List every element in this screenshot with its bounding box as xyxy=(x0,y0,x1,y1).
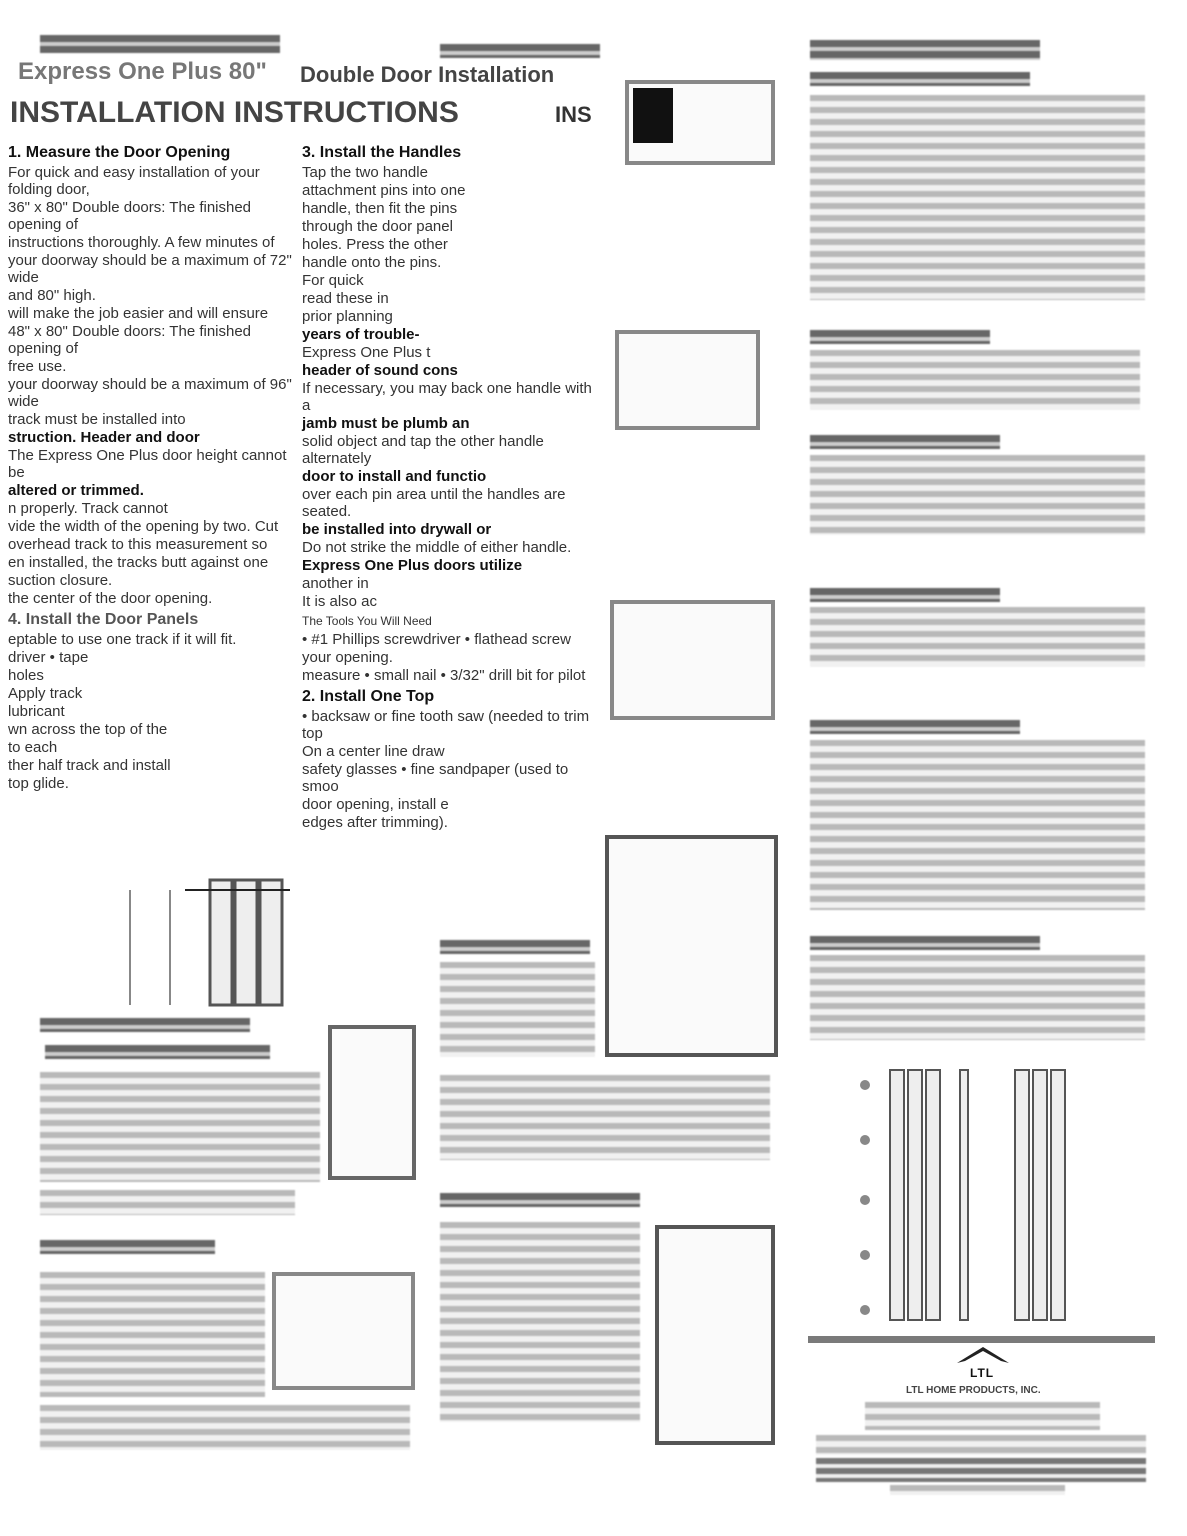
text-line: solid object and tap the other handle alternately xyxy=(302,433,544,467)
text-line: your doorway should be a maximum of 72" wide xyxy=(8,252,292,286)
text-line: Apply track xyxy=(8,685,83,702)
jamb-figure xyxy=(655,1225,775,1445)
blurred-paragraph xyxy=(810,455,1145,535)
text-line: to each xyxy=(8,739,58,756)
blurred-paragraph xyxy=(810,955,1145,1040)
text-line: For quick xyxy=(302,272,364,289)
left-text-column xyxy=(8,140,293,793)
handle-figure xyxy=(625,80,775,165)
text-line: door to install and functio xyxy=(302,468,487,485)
blurred-notice xyxy=(816,1458,1146,1482)
main-heading-fragment: INS xyxy=(555,102,592,127)
tools-heading: The Tools You Will Need xyxy=(302,614,432,628)
text-line: en installed, the tracks butt against one xyxy=(8,554,269,571)
text-line: altered or trimmed. xyxy=(8,482,144,499)
track-figure xyxy=(272,1272,415,1390)
blurred-heading xyxy=(40,1240,215,1254)
blurred-address xyxy=(865,1402,1100,1430)
blurred-heading xyxy=(810,720,1020,734)
text-line: attachment pins into one xyxy=(302,182,466,199)
text-line: • #1 Phillips screwdriver • flathead screw xyxy=(302,631,571,648)
blurred-heading xyxy=(810,72,1030,86)
text-line: eptable to use one track if it will fit. xyxy=(8,631,237,648)
blurred-paragraph xyxy=(40,1072,320,1182)
text-line: read these in xyxy=(302,290,389,307)
blurred-heading xyxy=(810,936,1040,950)
text-line: Do not strike the middle of either handle. xyxy=(302,539,572,556)
text-line: holes. Press the other xyxy=(302,236,448,253)
blurred-paragraph xyxy=(810,607,1145,667)
company-logo-text: LTL xyxy=(970,1366,995,1380)
text-line: 48" x 80" Double doors: The finished opening of xyxy=(8,323,252,357)
blurred-heading xyxy=(45,1045,270,1059)
blurred-heading xyxy=(810,588,1000,602)
blurred-heading xyxy=(810,40,1040,60)
step1-heading: 1. Measure the Door Opening xyxy=(8,144,231,161)
step2-heading: 2. Install One Top xyxy=(302,688,435,705)
blurred-heading xyxy=(440,940,590,954)
text-line: measure • small nail • 3/32" drill bit for pilot xyxy=(302,667,586,684)
blurred-heading xyxy=(440,44,600,58)
text-line: instructions thoroughly. A few minutes of xyxy=(8,234,275,251)
blurred-address xyxy=(816,1435,1146,1455)
text-line: will make the job easier and will ensure xyxy=(8,305,269,322)
blurred-paragraph xyxy=(810,740,1145,910)
text-line: n properly. Track cannot xyxy=(8,500,168,517)
text-line: lubricant xyxy=(8,703,65,720)
top-track-figure xyxy=(610,600,775,720)
blurred-paragraph xyxy=(440,1222,640,1422)
text-line: suction closure. xyxy=(8,572,113,589)
text-line: be installed into drywall or xyxy=(302,521,492,538)
text-line: through the door panel xyxy=(302,218,453,235)
text-line: Tap the two handle xyxy=(302,164,428,181)
text-line: handle onto the pins. xyxy=(302,254,442,271)
text-line: edges after trimming). xyxy=(302,814,448,831)
opening-figure xyxy=(328,1025,416,1180)
step3-heading: 3. Install the Handles xyxy=(302,144,462,161)
blurred-heading xyxy=(810,435,1000,449)
text-line: 36" x 80" Double doors: The finished opening of xyxy=(8,199,252,233)
text-line: track must be installed into xyxy=(8,411,186,428)
text-line: door opening, install e xyxy=(302,796,449,813)
door-panels-diagram xyxy=(120,870,300,1010)
blurred-paragraph xyxy=(810,350,1140,410)
blurred-paragraph xyxy=(40,1272,265,1397)
product-title: Express One Plus 80" xyxy=(18,58,267,85)
blurred-paragraph xyxy=(440,1075,770,1160)
text-line: and 80" high. xyxy=(8,287,96,304)
text-line: your opening. xyxy=(302,649,393,666)
text-line: header of sound cons xyxy=(302,362,458,379)
blurred-paragraph xyxy=(440,962,595,1057)
text-line: holes xyxy=(8,667,44,684)
blurred-heading xyxy=(810,330,990,344)
text-line: prior planning xyxy=(302,308,393,325)
company-logo-house-icon xyxy=(955,1345,1011,1365)
text-line: handle, then fit the pins xyxy=(302,200,458,217)
header-figure xyxy=(615,330,760,430)
text-line: For quick and easy installation of your folding door, xyxy=(8,164,260,198)
door-panel xyxy=(210,880,282,1005)
blurred-heading xyxy=(40,35,280,53)
blurred-heading xyxy=(40,1018,250,1032)
subtitle: Double Door Installation xyxy=(300,62,555,87)
text-line: It is also ac xyxy=(302,593,378,610)
text-line: jamb must be plumb an xyxy=(302,415,470,432)
text-line: the center of the door opening. xyxy=(8,590,213,607)
text-line: driver • tape xyxy=(8,649,89,666)
middle-text-column xyxy=(302,140,597,832)
divider xyxy=(808,1336,1155,1343)
text-line: years of trouble- xyxy=(302,326,420,343)
text-line: ther half track and install xyxy=(8,757,171,774)
text-line: your doorway should be a maximum of 96" wide xyxy=(8,376,292,410)
text-line: • backsaw or fine tooth saw (needed to trim top xyxy=(302,708,590,742)
blurred-paragraph xyxy=(40,1405,410,1450)
text-line: free use. xyxy=(8,358,67,375)
text-line: top glide. xyxy=(8,775,69,792)
text-line: On a center line draw xyxy=(302,743,445,760)
blurred-notice xyxy=(890,1485,1065,1495)
text-line: another in xyxy=(302,575,369,592)
main-heading: INSTALLATION INSTRUCTIONS xyxy=(10,96,459,129)
text-line: vide the width of the opening by two. Cut xyxy=(8,518,279,535)
text-line: safety glasses • fine sandpaper (used to smoo xyxy=(302,761,569,795)
text-line: If necessary, you may back one handle with a xyxy=(302,380,592,414)
blurred-heading xyxy=(440,1193,640,1207)
step4-heading: 4. Install the Door Panels xyxy=(8,611,199,628)
assembled-doors-diagram xyxy=(820,1060,1140,1330)
text-line: Express One Plus doors utilize xyxy=(302,557,523,574)
text-line: over each pin area until the handles are seated. xyxy=(302,486,566,520)
text-line: The Express One Plus door height cannot be xyxy=(8,447,287,481)
blurred-paragraph xyxy=(810,95,1145,300)
blurred-paragraph xyxy=(40,1190,295,1215)
anchor-figure xyxy=(605,835,778,1057)
text-line: Express One Plus t xyxy=(302,344,431,361)
text-line: struction. Header and door xyxy=(8,429,200,446)
text-line: overhead track to this measurement so xyxy=(8,536,268,553)
text-line: wn across the top of the xyxy=(8,721,168,738)
company-name: LTL HOME PRODUCTS, INC. xyxy=(906,1385,1041,1396)
